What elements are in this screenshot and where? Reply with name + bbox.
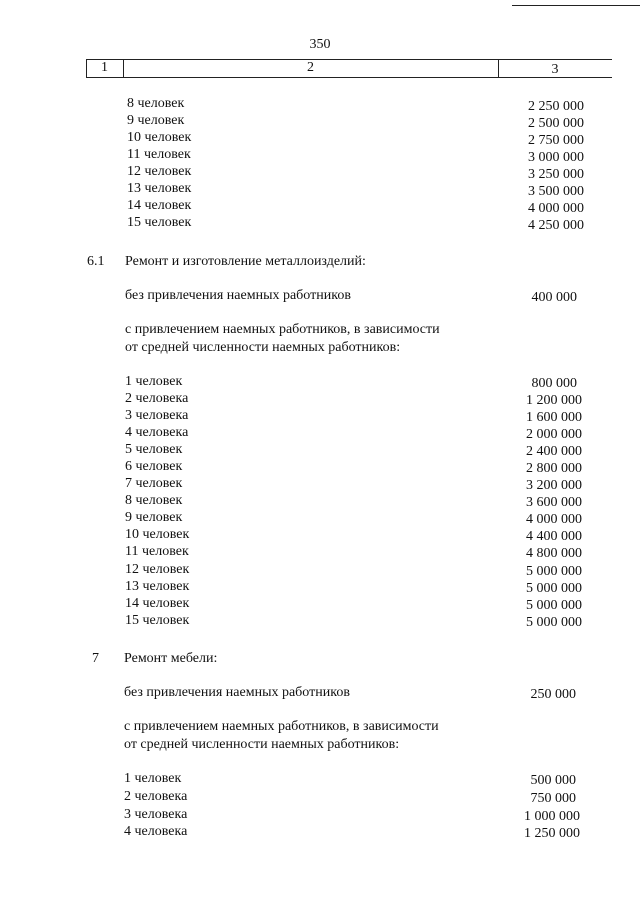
list-item-value: 2 400 000: [526, 444, 582, 459]
list-item-label: 11 человек: [127, 147, 191, 162]
list-item-label: 8 человек: [125, 493, 183, 508]
page-number: 350: [309, 37, 331, 52]
with-hire-text-line1: с привлечением наемных работников, в зависимости: [124, 719, 439, 734]
list-item-value: 5 000 000: [526, 581, 582, 596]
column-header-2: 2: [307, 60, 314, 75]
list-item-value: 500 000: [530, 773, 576, 788]
list-item-value: 3 600 000: [526, 495, 582, 510]
no-hire-value: 250 000: [530, 687, 576, 702]
list-item-value: 4 000 000: [528, 201, 584, 216]
list-item-value: 1 600 000: [526, 410, 582, 425]
list-item-value: 1 250 000: [524, 826, 580, 841]
list-item-label: 9 человек: [125, 510, 183, 525]
list-item-value: 3 500 000: [528, 184, 584, 199]
list-item-value: 5 000 000: [526, 598, 582, 613]
list-item-value: 2 800 000: [526, 461, 582, 476]
list-item-label: 12 человек: [125, 562, 190, 577]
list-item-value: 2 750 000: [528, 133, 584, 148]
list-item-value: 1 000 000: [524, 809, 580, 824]
no-hire-value: 400 000: [531, 290, 577, 305]
no-hire-label: без привлечения наемных работников: [124, 685, 350, 700]
list-item-label: 9 человек: [127, 113, 185, 128]
column-header-3: 3: [551, 62, 559, 77]
list-item-value: 3 200 000: [526, 478, 582, 493]
list-item-label: 11 человек: [125, 544, 189, 559]
list-item-label: 2 человека: [125, 391, 189, 406]
list-item-value: 4 400 000: [526, 529, 582, 544]
list-item-value: 4 250 000: [528, 218, 584, 233]
list-item-value: 5 000 000: [526, 615, 582, 630]
with-hire-text-line2: от средней численности наемных работников:: [124, 737, 400, 752]
list-item-label: 2 человека: [124, 789, 188, 804]
list-item-label: 10 человек: [127, 130, 192, 145]
list-item-value: 4 800 000: [526, 546, 582, 561]
list-item-value: 5 000 000: [526, 564, 582, 579]
list-item-label: 15 человек: [125, 613, 190, 628]
list-item-label: 3 человека: [125, 408, 189, 423]
list-item-label: 15 человек: [127, 215, 192, 230]
list-item-value: 4 000 000: [526, 512, 582, 527]
list-item-label: 13 человек: [125, 579, 190, 594]
list-item-label: 14 человек: [127, 198, 192, 213]
list-item-value: 1 200 000: [526, 393, 582, 408]
list-item-value: 2 000 000: [526, 427, 582, 442]
with-hire-text-line1: с привлечением наемных работников, в зависимости: [125, 322, 440, 337]
list-item-label: 12 человек: [127, 164, 192, 179]
section-title: Ремонт мебели:: [124, 651, 218, 666]
no-hire-label: без привлечения наемных работников: [125, 288, 351, 303]
list-item-label: 1 человек: [125, 374, 183, 389]
list-item-label: 3 человека: [124, 807, 188, 822]
list-item-label: 4 человека: [124, 824, 188, 839]
list-item-value: 3 250 000: [528, 167, 584, 182]
list-item-label: 4 человека: [125, 425, 189, 440]
list-item-label: 7 человек: [125, 476, 183, 491]
section-title: Ремонт и изготовление металлоизделий:: [125, 254, 366, 269]
section-number: 6.1: [87, 254, 105, 269]
list-item-value: 2 500 000: [528, 116, 584, 131]
list-item-label: 5 человек: [125, 442, 183, 457]
section-number: 7: [92, 651, 99, 666]
with-hire-text-line2: от средней численности наемных работников:: [125, 340, 401, 355]
column-header-1: 1: [101, 60, 108, 75]
list-item-label: 13 человек: [127, 181, 192, 196]
list-item-value: 800 000: [531, 376, 577, 391]
list-item-label: 1 человек: [124, 771, 182, 786]
list-item-value: 3 000 000: [528, 150, 584, 165]
list-item-label: 8 человек: [127, 96, 185, 111]
list-item-value: 750 000: [530, 791, 576, 806]
top-edge-rule: [512, 5, 640, 6]
list-item-label: 14 человек: [125, 596, 190, 611]
list-item-value: 2 250 000: [528, 99, 584, 114]
list-item-label: 6 человек: [125, 459, 183, 474]
list-item-label: 10 человек: [125, 527, 190, 542]
